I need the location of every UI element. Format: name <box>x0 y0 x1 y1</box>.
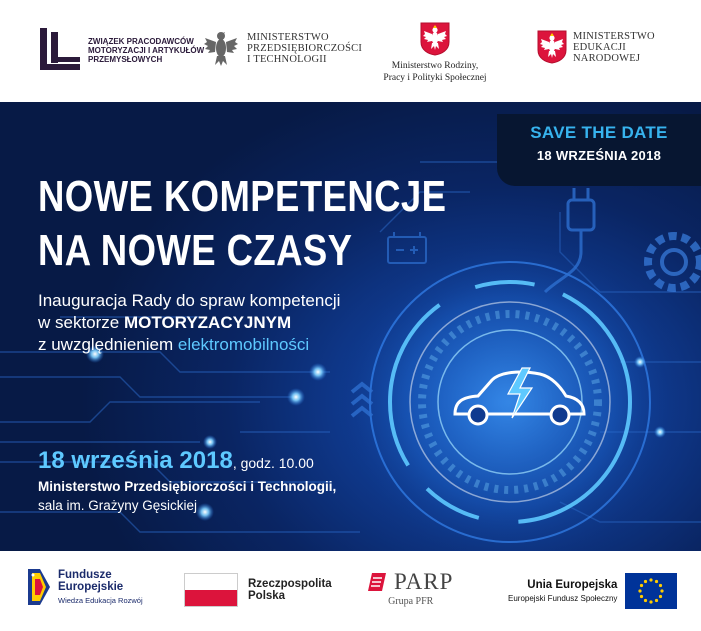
fe-name-1: Fundusze <box>58 569 112 581</box>
men-name <box>573 31 655 64</box>
mrp-logo <box>370 22 500 84</box>
event-location <box>38 477 336 515</box>
gear-icon <box>648 236 700 288</box>
men-line-1: MINISTERSTWO <box>573 30 655 42</box>
headline-line-2: NA NOWE CZASY <box>38 226 353 275</box>
subtitle-line-2-prefix: w sektorze <box>38 313 124 332</box>
eu-flag-icon <box>625 573 677 609</box>
headline-line-1: NOWE KOMPETENCJE <box>38 172 447 221</box>
save-the-date-box <box>497 114 701 186</box>
unia-europejska-logo <box>508 573 677 609</box>
men-line-2: EDUKACJI <box>573 41 626 53</box>
mrp-line-1: Ministerstwo Rodziny, <box>391 61 479 71</box>
event-room: sala im. Grażyny Gęsickiej <box>38 498 198 513</box>
polish-emblem-icon <box>537 30 567 64</box>
zpm-line-3: PRZEMYSŁOWYCH <box>88 54 163 64</box>
zpm-name <box>88 36 205 64</box>
zpm-logo-icon <box>38 26 82 74</box>
men-line-3: NARODOWEJ <box>573 52 641 64</box>
hero-banner <box>0 102 701 551</box>
subtitle-line-3 <box>38 334 340 356</box>
ue-text <box>508 579 617 603</box>
rp-line-1: Rzeczpospolita <box>248 578 332 590</box>
fundusze-europejskie-icon <box>26 565 52 609</box>
mpit-name <box>247 32 362 65</box>
parp-sub: Grupa PFR <box>388 596 434 607</box>
event-time: , godz. 10.00 <box>232 455 314 471</box>
parp-name: PARP <box>394 569 454 594</box>
parp-logo <box>368 569 453 607</box>
subtitle-line-2 <box>38 312 340 334</box>
rp-line-2: Polska <box>248 590 286 602</box>
fe-text <box>58 569 143 605</box>
mrp-line-2: Pracy i Polityki Społecznej <box>383 73 487 83</box>
fundusze-europejskie-logo <box>26 565 143 609</box>
subtitle-line-3-prefix: z uwzględnieniem <box>38 335 178 354</box>
zpm-line-2: MOTORYZACJI I ARTYKUŁÓW <box>88 45 205 55</box>
ue-fund: Europejski Fundusz Społeczny <box>508 594 618 603</box>
men-logo <box>537 30 655 64</box>
polish-flag-icon <box>184 573 238 607</box>
event-date: 18 września 2018 <box>38 447 233 474</box>
fe-program: Wiedza Edukacja Rozwój <box>58 596 143 605</box>
event-venue: Ministerstwo Przedsiębiorczości i Technologii, <box>38 479 337 494</box>
rp-text <box>248 578 332 602</box>
polish-emblem-icon <box>420 22 450 56</box>
ue-name: Unia Europejska <box>527 579 618 591</box>
parp-icon <box>368 571 388 593</box>
subtitle-line-1: Inauguracja Rady do spraw kompetencji <box>38 291 341 310</box>
mrp-name <box>383 60 486 84</box>
event-subtitle <box>38 290 340 356</box>
mpit-line-2: PRZEDSIĘBIORCZOŚCI <box>247 42 363 54</box>
save-the-date-date: 18 WRZEŚNIA 2018 <box>536 148 662 163</box>
subtitle-electromobility: elektromobilności <box>177 335 310 354</box>
eagle-icon <box>203 28 239 68</box>
funding-logos-footer <box>0 551 701 631</box>
mpit-logo <box>203 28 362 68</box>
rzeczpospolita-polska-logo <box>184 573 332 607</box>
zpm-line-1: ZWIĄZEK PRACODAWCÓW <box>88 36 194 46</box>
save-the-date-title: SAVE THE DATE <box>530 123 668 142</box>
subtitle-sector: MOTORYZACYJNYM <box>123 313 292 332</box>
zpm-logo <box>38 26 205 74</box>
mpit-line-1: MINISTERSTWO <box>247 31 329 43</box>
partner-logos-header <box>0 0 701 102</box>
mpit-line-3: I TECHNOLOGII <box>247 53 327 65</box>
page-title <box>38 170 446 278</box>
fe-name-2: Europejskie <box>58 581 124 593</box>
event-datetime <box>38 447 314 475</box>
